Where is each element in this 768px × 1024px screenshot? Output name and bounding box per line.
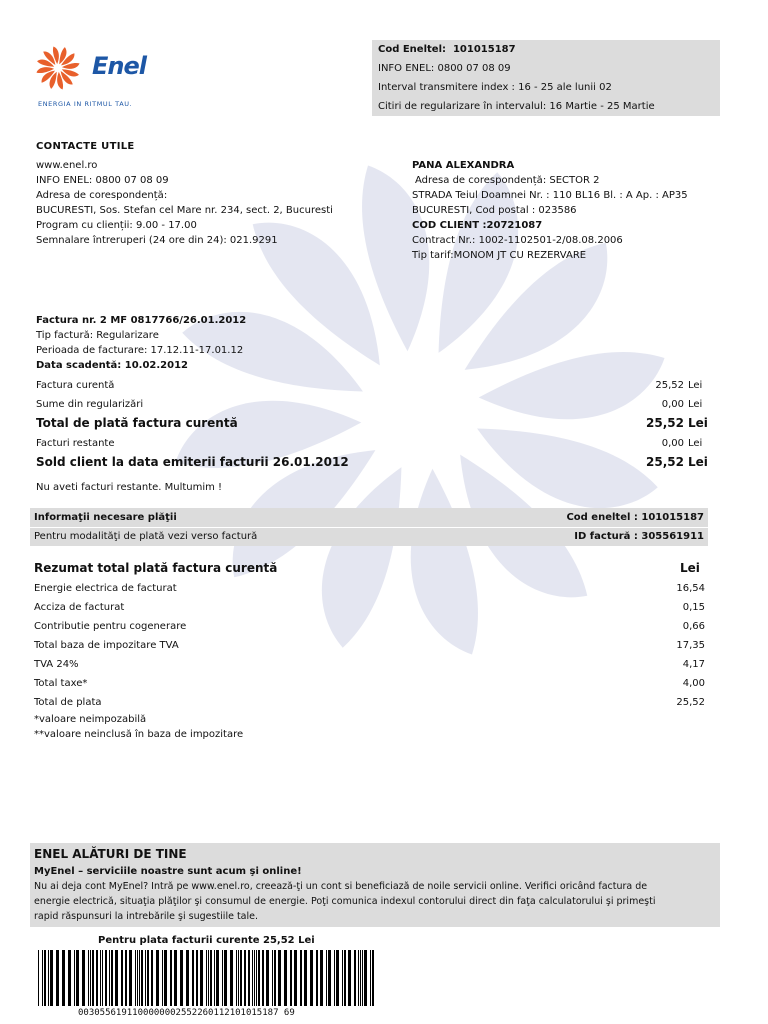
contact-address-label: Adresa de corespondență: (36, 190, 168, 201)
contact-website[interactable]: www.enel.ro (36, 160, 98, 171)
barcode-bar (252, 950, 253, 1006)
barcode-bar (370, 950, 371, 1006)
barcode-bar (336, 950, 339, 1006)
row-facturi-restante: Facturi restante 0,00 Lei (36, 438, 703, 449)
barcode-bar (354, 950, 356, 1006)
barcode-bar (42, 950, 43, 1006)
barcode-bar (240, 950, 242, 1006)
barcode-bar (44, 950, 46, 1006)
barcode-bar (320, 950, 323, 1006)
barcode-bar (316, 950, 318, 1006)
barcode-bar (174, 950, 177, 1006)
barcode-bar (115, 950, 118, 1006)
barcode-bar (139, 950, 140, 1006)
contact-address: BUCURESTI, Sos. Stefan cel Mare nr. 234, sect. 2, Bucuresti (36, 205, 333, 216)
alaturi-title: ENEL ALĂTURI DE TINE (34, 847, 187, 861)
contacte-list (36, 158, 333, 248)
contacte-title: CONTACTE UTILE (36, 141, 135, 152)
barcode-bar (372, 950, 374, 1006)
barcode-bar (129, 950, 132, 1006)
barcode-bar (208, 950, 209, 1006)
alaturi-text-2: energie electrică, situaţia plăţilor şi consumul de energie. Poţi comunica indexul contorului direct din faţa calculatorului şi primeşti (34, 896, 656, 907)
logo-tagline: ENERGIA IN RITMUL TAU. (38, 100, 133, 108)
barcode-bar (274, 950, 276, 1006)
factura-nr: Factura nr. 2 MF 0817766/26.01.2012 (36, 315, 247, 326)
barcode-bar (222, 950, 223, 1006)
enel-logo (36, 42, 156, 112)
barcode-bar (294, 950, 297, 1006)
header-info-box (372, 40, 720, 116)
barcode-bar (156, 950, 159, 1006)
barcode-bar (38, 950, 39, 1006)
barcode-bar (109, 950, 110, 1006)
barcode-bar (364, 950, 367, 1006)
barcode-bar (244, 950, 246, 1006)
citiri-regularizare: Citiri de regularizare în intervalul: 16 Martie - 25 Martie (378, 101, 655, 112)
barcode-bar (170, 950, 172, 1006)
rezumat-row: Total taxe* 4,00 (34, 678, 705, 689)
plata-info-title: Informaţii necesare plăţii (34, 512, 177, 523)
barcode-bar (111, 950, 113, 1006)
factura-perioada: Perioada de facturare: 17.12.11-17.01.12 (36, 345, 244, 356)
barcode-bar (358, 950, 359, 1006)
client-block (412, 158, 688, 263)
row-total-plata: Total de plată factura curentă 25,52 Lei (36, 416, 708, 430)
alaturi-subtitle: MyEnel – serviciile noastre sunt acum şi online! (34, 866, 302, 877)
row-sume-regularizari: Sume din regularizări 0,00 Lei (36, 399, 703, 410)
enel-sun-icon (36, 42, 86, 90)
barcode-bar (266, 950, 269, 1006)
barcode-bar (48, 950, 49, 1006)
barcode-bar (135, 950, 136, 1006)
factura-details (36, 313, 246, 373)
rezumat-row: Acciza de facturat 0,15 (34, 602, 705, 613)
barcode-bar (74, 950, 75, 1006)
client-cod: COD CLIENT :20721087 (412, 220, 543, 231)
barcode-bar (348, 950, 351, 1006)
barcode-bar (196, 950, 198, 1006)
barcode-bar (145, 950, 146, 1006)
info-enel: INFO ENEL: 0800 07 08 09 (378, 63, 511, 74)
plata-box (30, 508, 708, 546)
barcode-bar (284, 950, 287, 1006)
barcode-bar (56, 950, 59, 1006)
barcode-bar (326, 950, 327, 1006)
rezumat-row: Energie electrica de facturat 16,54 (34, 583, 705, 594)
barcode-bar (310, 950, 313, 1006)
cod-eneltel: Cod Eneltel: 101015187 (378, 44, 516, 55)
barcode-bar (248, 950, 250, 1006)
barcode-bar (92, 950, 94, 1006)
barcode-bar (151, 950, 153, 1006)
rezumat-row: Total de plata 25,52 (34, 697, 705, 708)
client-contract: Contract Nr.: 1002-1102501-2/08.08.2006 (412, 235, 623, 246)
barcode-bar (180, 950, 183, 1006)
rezumat-note-2: **valoare neinclusă în baza de impozitare (34, 729, 244, 740)
barcode-bar (141, 950, 143, 1006)
barcode-bar (206, 950, 207, 1006)
barcode-bar (192, 950, 194, 1006)
rezumat-row: Contributie pentru cogenerare 0,66 (34, 621, 705, 632)
barcode-bar (82, 950, 85, 1006)
alaturi-text-1: Nu ai deja cont MyEnel? Intră pe www.enel.ro, creează-ţi un cont si beneficiază de noile servicii online. Verifici oricând factura de (34, 881, 648, 892)
factura-note: Nu aveti facturi restante. Multumim ! (36, 482, 223, 493)
plata-divider (30, 527, 708, 528)
factura-scadenta: Data scadentă: 10.02.2012 (36, 360, 189, 371)
barcode-bar (137, 950, 138, 1006)
rezumat-currency: Lei (680, 561, 700, 575)
factura-tip: Tip factură: Regularizare (36, 330, 159, 341)
barcode-bar (300, 950, 302, 1006)
barcode-bar (344, 950, 346, 1006)
alaturi-box (30, 843, 720, 927)
barcode-bar (328, 950, 331, 1006)
client-street: STRADA Teiul Doamnei Nr. : 110 BL16 Bl. : A Ap. : AP35 (412, 190, 688, 201)
barcode-bar (90, 950, 91, 1006)
barcode-bar (224, 950, 227, 1006)
client-tarif: Tip tarif:MONOM JT CU REZERVARE (412, 250, 587, 261)
row-sold-client: Sold client la data emiterii facturii 26.01.2012 25,52 Lei (36, 455, 708, 469)
barcode-bar (186, 950, 189, 1006)
barcode-bar (278, 950, 281, 1006)
row-factura-curenta: Factura curentă 25,52 Lei (36, 380, 703, 391)
barcode-bar (238, 950, 239, 1006)
barcode-bar (96, 950, 98, 1006)
barcode-bar (290, 950, 292, 1006)
interval-transmitere: Interval transmitere index : 16 - 25 ale lunii 02 (378, 82, 612, 93)
barcode-bar (272, 950, 273, 1006)
barcode-bar (230, 950, 233, 1006)
barcode-bar (76, 950, 79, 1006)
barcode-bar (360, 950, 361, 1006)
client-city: BUCURESTI, Cod postal : 023586 (412, 205, 577, 216)
barcode-bar (147, 950, 149, 1006)
plata-modalitati: Pentru modalităţi de plată vezi verso factură (34, 531, 258, 542)
barcode-bar (105, 950, 107, 1006)
barcode-bar (62, 950, 65, 1006)
barcode-bar (334, 950, 335, 1006)
barcode-bar (254, 950, 255, 1006)
barcode-bar (88, 950, 89, 1006)
barcode-bar (236, 950, 237, 1006)
rezumat-row: Total baza de impozitare TVA 17,35 (34, 640, 705, 651)
barcode-bar (200, 950, 203, 1006)
barcode-bar (102, 950, 103, 1006)
barcode-bar (121, 950, 123, 1006)
barcode-caption: Pentru plata facturii curente 25,52 Lei (98, 935, 315, 946)
barcode-bar (214, 950, 215, 1006)
alaturi-text-3: rapid răspunsuri la intrebările şi sugestiile tale. (34, 911, 259, 922)
client-name: PANA ALEXANDRA (412, 160, 515, 171)
barcode-digits: 0030556191100000002552260112101015187 69 (78, 1008, 295, 1018)
barcode-bar (125, 950, 127, 1006)
barcode-bar (100, 950, 101, 1006)
plata-id-factura: ID factură : 305561911 (574, 531, 704, 542)
barcode-bar (342, 950, 343, 1006)
barcode-bar (362, 950, 363, 1006)
barcode-bar (50, 950, 53, 1006)
logo-brand: Enel (92, 52, 146, 80)
barcode-bar (164, 950, 167, 1006)
barcode-bar (256, 950, 257, 1006)
barcode-bar (258, 950, 260, 1006)
client-address-label: Adresa de corespondență: SECTOR 2 (415, 175, 600, 186)
contact-program: Program cu clienții: 9.00 - 17.00 (36, 220, 197, 231)
barcode (36, 950, 382, 1006)
rezumat-row: TVA 24% 4,17 (34, 659, 705, 670)
barcode-bar (304, 950, 307, 1006)
contact-info: INFO ENEL: 0800 07 08 09 (36, 175, 169, 186)
barcode-bar (262, 950, 264, 1006)
rezumat-note-1: *valoare neimpozabilă (34, 714, 147, 725)
rezumat-title: Rezumat total plată factura curentă (34, 561, 278, 575)
barcode-bar (68, 950, 71, 1006)
barcode-bar (162, 950, 163, 1006)
contact-semnalare: Semnalare întreruperi (24 ore din 24): 021.9291 (36, 235, 278, 246)
barcode-bar (216, 950, 219, 1006)
plata-cod-eneltel: Cod eneltel : 101015187 (566, 512, 704, 523)
barcode-bar (210, 950, 212, 1006)
